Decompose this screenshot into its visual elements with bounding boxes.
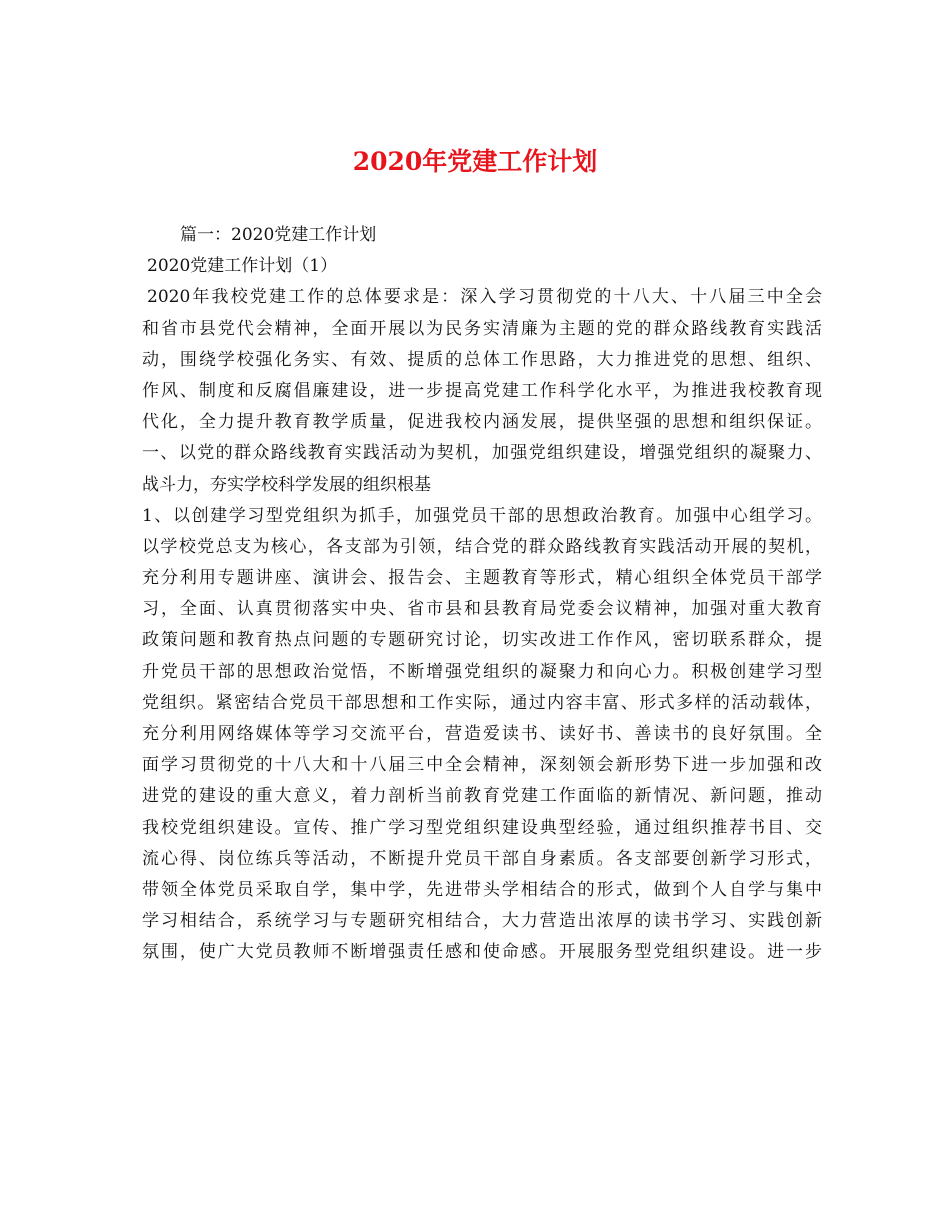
body-line: 2020党建工作计划（1） bbox=[147, 256, 338, 277]
body-line: 升党员干部的思想政治觉悟，不断增强党组织的凝聚力和向心力。积极创建学习型 bbox=[142, 661, 822, 682]
body-line: 一、以党的群众路线教育实践活动为契机，加强党组织建设，增强党组织的凝聚力、 bbox=[142, 443, 822, 464]
document-title: 2020年党建工作计划 bbox=[352, 147, 598, 176]
body-line: 政策问题和教育热点问题的专题研究讨论，切实改进工作作风，密切联系群众，提 bbox=[142, 630, 822, 651]
body-line: 和省市县党代会精神，全面开展以为民务实清廉为主题的党的群众路线教育实践活 bbox=[142, 318, 822, 339]
body-line: 1、以创建学习型党组织为抓手，加强党员干部的思想政治教育。加强中心组学习。 bbox=[142, 505, 822, 526]
body-line: 学习相结合，系统学习与专题研究相结合，大力营造出浓厚的读书学习、实践创新 bbox=[142, 911, 822, 932]
body-line: 面学习贯彻党的十八大和十八届三中全会精神，深刻领会新形势下进一步加强和改 bbox=[142, 755, 822, 776]
body-line: 战斗力，夯实学校科学发展的组织根基 bbox=[142, 474, 431, 495]
body-line: 氛围，使广大党员教师不断增强责任感和使命感。开展服务型党组织建设。进一步 bbox=[142, 942, 822, 963]
body-line: 2020年我校党建工作的总体要求是：深入学习贯彻党的十八大、十八届三中全会 bbox=[147, 287, 822, 308]
body-line: 习，全面、认真贯彻落实中央、省市县和县教育局党委会议精神，加强对重大教育 bbox=[142, 599, 822, 620]
body-line: 党组织。紧密结合党员干部思想和工作实际，通过内容丰富、形式多样的活动载体， bbox=[142, 692, 822, 713]
body-line: 篇一：2020党建工作计划 bbox=[180, 225, 377, 245]
body-line: 我校党组织建设。宣传、推广学习型党组织建设典型经验，通过组织推荐书目、交 bbox=[142, 817, 822, 838]
body-line: 流心得、岗位练兵等活动，不断提升党员干部自身素质。各支部要创新学习形式， bbox=[142, 848, 822, 869]
body-line: 带领全体党员采取自学，集中学，先进带头学相结合的形式，做到个人自学与集中 bbox=[142, 879, 822, 900]
body-line: 进党的建设的重大意义，着力剖析当前教育党建工作面临的新情况、新问题，推动 bbox=[142, 786, 822, 807]
body-line: 代化，全力提升教育教学质量，促进我校内涵发展，提供坚强的思想和组织保证。 bbox=[142, 412, 822, 433]
body-line: 充分利用专题讲座、演讲会、报告会、主题教育等形式，精心组织全体党员干部学 bbox=[142, 568, 822, 589]
body-line: 充分利用网络媒体等学习交流平台，营造爱读书、读好书、善读书的良好氛围。全 bbox=[142, 724, 822, 744]
body-line: 作风、制度和反腐倡廉建设，进一步提高党建工作科学化水平，为推进我校教育现 bbox=[142, 380, 822, 401]
document-body bbox=[142, 220, 822, 969]
body-line: 以学校党总支为核心，各支部为引领，结合党的群众路线教育实践活动开展的契机， bbox=[142, 536, 822, 557]
body-line: 动，围绕学校强化务实、有效、提质的总体工作思路，大力推进党的思想、组织、 bbox=[142, 349, 822, 370]
